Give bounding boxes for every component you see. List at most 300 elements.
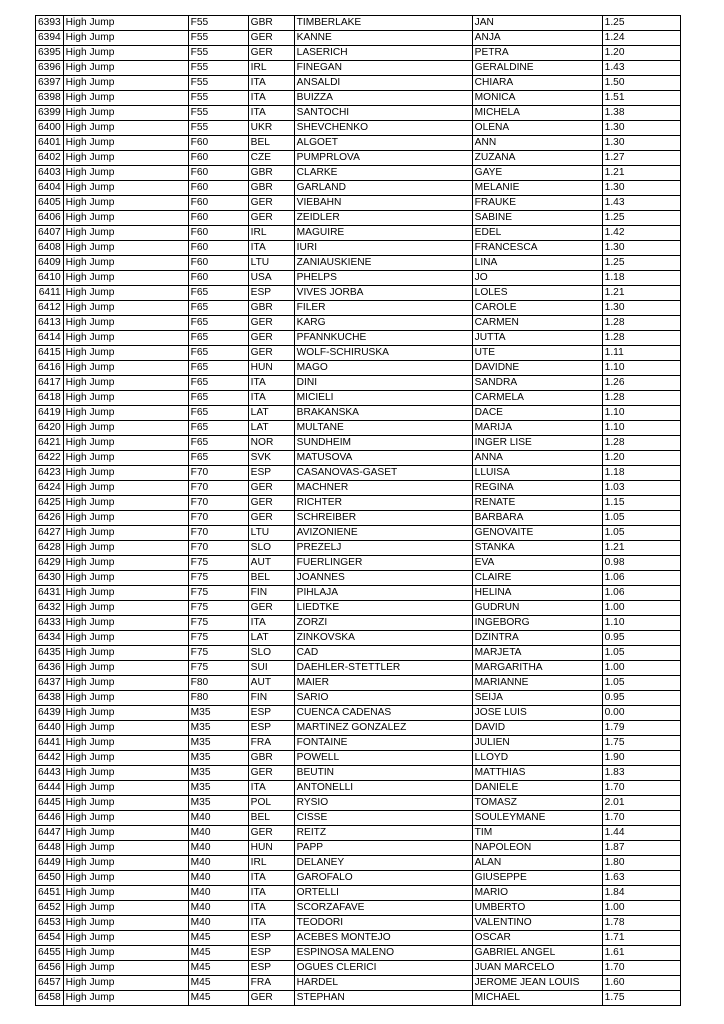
table-row	[36, 886, 681, 901]
table-row	[36, 736, 681, 751]
first-name-cell: JO	[472, 271, 602, 286]
first-name-cell: MARIJA	[472, 421, 602, 436]
age-category-cell: M40	[188, 841, 248, 856]
age-category-cell: F75	[188, 631, 248, 646]
first-name-cell: ZUZANA	[472, 151, 602, 166]
entry-number-cell: 6404	[36, 181, 64, 196]
event-cell: High Jump	[63, 526, 188, 541]
first-name-cell: MARGARITHA	[472, 661, 602, 676]
entry-number-cell: 6452	[36, 901, 64, 916]
event-cell: High Jump	[63, 151, 188, 166]
table-row	[36, 991, 681, 1006]
table-row	[36, 661, 681, 676]
table-row	[36, 451, 681, 466]
surname-cell: PAPP	[294, 841, 472, 856]
country-cell: GBR	[248, 166, 294, 181]
first-name-cell: ALAN	[472, 856, 602, 871]
age-category-cell: F70	[188, 466, 248, 481]
entry-number-cell: 6402	[36, 151, 64, 166]
results-table	[35, 15, 681, 1006]
surname-cell: PFANNKUCHE	[294, 331, 472, 346]
first-name-cell: INGEBORG	[472, 616, 602, 631]
entry-number-cell: 6405	[36, 196, 64, 211]
table-row	[36, 961, 681, 976]
country-cell: ESP	[248, 961, 294, 976]
mark-cell: 1.25	[602, 211, 680, 226]
mark-cell: 1.70	[602, 811, 680, 826]
results-table-body	[36, 16, 681, 1006]
country-cell: ITA	[248, 91, 294, 106]
age-category-cell: F80	[188, 676, 248, 691]
surname-cell: MULTANE	[294, 421, 472, 436]
entry-number-cell: 6436	[36, 661, 64, 676]
entry-number-cell: 6423	[36, 466, 64, 481]
age-category-cell: F65	[188, 346, 248, 361]
table-row	[36, 616, 681, 631]
mark-cell: 1.30	[602, 301, 680, 316]
age-category-cell: F60	[188, 166, 248, 181]
entry-number-cell: 6442	[36, 751, 64, 766]
entry-number-cell: 6441	[36, 736, 64, 751]
country-cell: ITA	[248, 616, 294, 631]
age-category-cell: F55	[188, 91, 248, 106]
country-cell: SLO	[248, 646, 294, 661]
first-name-cell: STANKA	[472, 541, 602, 556]
entry-number-cell: 6450	[36, 871, 64, 886]
country-cell: SUI	[248, 661, 294, 676]
first-name-cell: GABRIEL ANGEL	[472, 946, 602, 961]
age-category-cell: F55	[188, 121, 248, 136]
event-cell: High Jump	[63, 691, 188, 706]
country-cell: LTU	[248, 256, 294, 271]
surname-cell: ACEBES MONTEJO	[294, 931, 472, 946]
country-cell: POL	[248, 796, 294, 811]
surname-cell: PIHLAJA	[294, 586, 472, 601]
entry-number-cell: 6455	[36, 946, 64, 961]
mark-cell: 1.21	[602, 166, 680, 181]
first-name-cell: INGER LISE	[472, 436, 602, 451]
country-cell: ITA	[248, 901, 294, 916]
age-category-cell: F75	[188, 571, 248, 586]
entry-number-cell: 6400	[36, 121, 64, 136]
first-name-cell: GENOVAITE	[472, 526, 602, 541]
first-name-cell: OSCAR	[472, 931, 602, 946]
table-row	[36, 271, 681, 286]
surname-cell: SARIO	[294, 691, 472, 706]
age-category-cell: F55	[188, 106, 248, 121]
table-row	[36, 691, 681, 706]
table-row	[36, 46, 681, 61]
mark-cell: 1.00	[602, 661, 680, 676]
age-category-cell: F55	[188, 46, 248, 61]
mark-cell: 1.25	[602, 16, 680, 31]
first-name-cell: HELINA	[472, 586, 602, 601]
event-cell: High Jump	[63, 616, 188, 631]
surname-cell: ZINKOVSKA	[294, 631, 472, 646]
mark-cell: 1.30	[602, 241, 680, 256]
age-category-cell: F65	[188, 286, 248, 301]
first-name-cell: JULIEN	[472, 736, 602, 751]
entry-number-cell: 6418	[36, 391, 64, 406]
age-category-cell: M35	[188, 751, 248, 766]
first-name-cell: CLAIRE	[472, 571, 602, 586]
age-category-cell: F60	[188, 196, 248, 211]
first-name-cell: TIM	[472, 826, 602, 841]
event-cell: High Jump	[63, 241, 188, 256]
event-cell: High Jump	[63, 901, 188, 916]
country-cell: ESP	[248, 706, 294, 721]
table-row	[36, 301, 681, 316]
mark-cell: 1.00	[602, 601, 680, 616]
table-row	[36, 226, 681, 241]
mark-cell: 1.70	[602, 781, 680, 796]
age-category-cell: F60	[188, 136, 248, 151]
age-category-cell: M45	[188, 961, 248, 976]
table-row	[36, 571, 681, 586]
entry-number-cell: 6394	[36, 31, 64, 46]
country-cell: ITA	[248, 106, 294, 121]
first-name-cell: GUDRUN	[472, 601, 602, 616]
event-cell: High Jump	[63, 91, 188, 106]
country-cell: ESP	[248, 721, 294, 736]
event-cell: High Jump	[63, 676, 188, 691]
entry-number-cell: 6417	[36, 376, 64, 391]
event-cell: High Jump	[63, 106, 188, 121]
table-row	[36, 706, 681, 721]
mark-cell: 1.28	[602, 316, 680, 331]
first-name-cell: RENATE	[472, 496, 602, 511]
age-category-cell: F55	[188, 61, 248, 76]
first-name-cell: MELANIE	[472, 181, 602, 196]
entry-number-cell: 6419	[36, 406, 64, 421]
mark-cell: 1.90	[602, 751, 680, 766]
country-cell: AUT	[248, 556, 294, 571]
country-cell: ITA	[248, 916, 294, 931]
surname-cell: JOANNES	[294, 571, 472, 586]
table-row	[36, 946, 681, 961]
age-category-cell: M40	[188, 811, 248, 826]
entry-number-cell: 6430	[36, 571, 64, 586]
entry-number-cell: 6401	[36, 136, 64, 151]
age-category-cell: M35	[188, 706, 248, 721]
surname-cell: LASERICH	[294, 46, 472, 61]
surname-cell: PUMPRLOVA	[294, 151, 472, 166]
country-cell: ESP	[248, 466, 294, 481]
mark-cell: 1.10	[602, 361, 680, 376]
age-category-cell: F65	[188, 436, 248, 451]
table-row	[36, 436, 681, 451]
first-name-cell: JUTTA	[472, 331, 602, 346]
country-cell: SLO	[248, 541, 294, 556]
surname-cell: POWELL	[294, 751, 472, 766]
entry-number-cell: 6409	[36, 256, 64, 271]
event-cell: High Jump	[63, 826, 188, 841]
first-name-cell: JOSE LUIS	[472, 706, 602, 721]
first-name-cell: GERALDINE	[472, 61, 602, 76]
first-name-cell: GIUSEPPE	[472, 871, 602, 886]
table-row	[36, 106, 681, 121]
surname-cell: ZANIAUSKIENE	[294, 256, 472, 271]
event-cell: High Jump	[63, 391, 188, 406]
age-category-cell: F75	[188, 661, 248, 676]
first-name-cell: FRANCESCA	[472, 241, 602, 256]
first-name-cell: UTE	[472, 346, 602, 361]
surname-cell: ZEIDLER	[294, 211, 472, 226]
entry-number-cell: 6449	[36, 856, 64, 871]
age-category-cell: F60	[188, 226, 248, 241]
mark-cell: 1.18	[602, 271, 680, 286]
country-cell: GER	[248, 481, 294, 496]
country-cell: GER	[248, 826, 294, 841]
first-name-cell: DAVIDNE	[472, 361, 602, 376]
event-cell: High Jump	[63, 331, 188, 346]
table-row	[36, 406, 681, 421]
first-name-cell: JUAN MARCELO	[472, 961, 602, 976]
age-category-cell: F70	[188, 511, 248, 526]
surname-cell: REITZ	[294, 826, 472, 841]
country-cell: GER	[248, 316, 294, 331]
entry-number-cell: 6426	[36, 511, 64, 526]
mark-cell: 1.20	[602, 451, 680, 466]
table-row	[36, 751, 681, 766]
mark-cell: 1.11	[602, 346, 680, 361]
table-row	[36, 151, 681, 166]
first-name-cell: LINA	[472, 256, 602, 271]
country-cell: GBR	[248, 301, 294, 316]
table-row	[36, 526, 681, 541]
entry-number-cell: 6440	[36, 721, 64, 736]
country-cell: BEL	[248, 136, 294, 151]
age-category-cell: F80	[188, 691, 248, 706]
country-cell: GBR	[248, 751, 294, 766]
country-cell: ITA	[248, 376, 294, 391]
first-name-cell: BARBARA	[472, 511, 602, 526]
surname-cell: HARDEL	[294, 976, 472, 991]
event-cell: High Jump	[63, 271, 188, 286]
event-cell: High Jump	[63, 706, 188, 721]
surname-cell: BUIZZA	[294, 91, 472, 106]
entry-number-cell: 6428	[36, 541, 64, 556]
surname-cell: MAGO	[294, 361, 472, 376]
event-cell: High Jump	[63, 496, 188, 511]
event-cell: High Jump	[63, 571, 188, 586]
entry-number-cell: 6421	[36, 436, 64, 451]
first-name-cell: GAYE	[472, 166, 602, 181]
age-category-cell: M35	[188, 736, 248, 751]
first-name-cell: LLOYD	[472, 751, 602, 766]
mark-cell: 1.80	[602, 856, 680, 871]
entry-number-cell: 6458	[36, 991, 64, 1006]
entry-number-cell: 6432	[36, 601, 64, 616]
first-name-cell: MARIO	[472, 886, 602, 901]
age-category-cell: M35	[188, 796, 248, 811]
surname-cell: CASANOVAS-GASET	[294, 466, 472, 481]
country-cell: HUN	[248, 841, 294, 856]
table-row	[36, 511, 681, 526]
mark-cell: 1.75	[602, 736, 680, 751]
surname-cell: KARG	[294, 316, 472, 331]
age-category-cell: F65	[188, 316, 248, 331]
surname-cell: PHELPS	[294, 271, 472, 286]
country-cell: IRL	[248, 226, 294, 241]
country-cell: UKR	[248, 121, 294, 136]
mark-cell: 0.98	[602, 556, 680, 571]
age-category-cell: F55	[188, 31, 248, 46]
event-cell: High Jump	[63, 361, 188, 376]
entry-number-cell: 6435	[36, 646, 64, 661]
event-cell: High Jump	[63, 451, 188, 466]
first-name-cell: MONICA	[472, 91, 602, 106]
country-cell: FIN	[248, 691, 294, 706]
country-cell: ITA	[248, 76, 294, 91]
table-row	[36, 136, 681, 151]
surname-cell: AVIZONIENE	[294, 526, 472, 541]
first-name-cell: DACE	[472, 406, 602, 421]
entry-number-cell: 6437	[36, 676, 64, 691]
country-cell: GBR	[248, 181, 294, 196]
first-name-cell: UMBERTO	[472, 901, 602, 916]
table-row	[36, 586, 681, 601]
event-cell: High Jump	[63, 466, 188, 481]
age-category-cell: M35	[188, 781, 248, 796]
age-category-cell: F65	[188, 301, 248, 316]
country-cell: BEL	[248, 811, 294, 826]
age-category-cell: F65	[188, 376, 248, 391]
country-cell: FRA	[248, 976, 294, 991]
table-row	[36, 901, 681, 916]
table-row	[36, 391, 681, 406]
table-row	[36, 376, 681, 391]
entry-number-cell: 6434	[36, 631, 64, 646]
first-name-cell: CARMELA	[472, 391, 602, 406]
country-cell: ITA	[248, 781, 294, 796]
table-row	[36, 421, 681, 436]
country-cell: ESP	[248, 286, 294, 301]
mark-cell: 1.20	[602, 46, 680, 61]
surname-cell: ANTONELLI	[294, 781, 472, 796]
country-cell: ITA	[248, 886, 294, 901]
mark-cell: 1.28	[602, 436, 680, 451]
surname-cell: ZORZI	[294, 616, 472, 631]
table-row	[36, 346, 681, 361]
surname-cell: ANSALDI	[294, 76, 472, 91]
first-name-cell: MICHAEL	[472, 991, 602, 1006]
first-name-cell: CARMEN	[472, 316, 602, 331]
first-name-cell: CHIARA	[472, 76, 602, 91]
event-cell: High Jump	[63, 781, 188, 796]
entry-number-cell: 6415	[36, 346, 64, 361]
country-cell: USA	[248, 271, 294, 286]
mark-cell: 1.42	[602, 226, 680, 241]
mark-cell: 1.27	[602, 151, 680, 166]
country-cell: IRL	[248, 856, 294, 871]
first-name-cell: MICHELA	[472, 106, 602, 121]
event-cell: High Jump	[63, 346, 188, 361]
entry-number-cell: 6424	[36, 481, 64, 496]
entry-number-cell: 6439	[36, 706, 64, 721]
entry-number-cell: 6408	[36, 241, 64, 256]
event-cell: High Jump	[63, 256, 188, 271]
age-category-cell: F70	[188, 496, 248, 511]
age-category-cell: F75	[188, 646, 248, 661]
event-cell: High Jump	[63, 856, 188, 871]
table-row	[36, 811, 681, 826]
mark-cell: 0.95	[602, 631, 680, 646]
event-cell: High Jump	[63, 946, 188, 961]
first-name-cell: MATTHIAS	[472, 766, 602, 781]
event-cell: High Jump	[63, 406, 188, 421]
age-category-cell: M35	[188, 721, 248, 736]
entry-number-cell: 6429	[36, 556, 64, 571]
event-cell: High Jump	[63, 556, 188, 571]
entry-number-cell: 6448	[36, 841, 64, 856]
surname-cell: KANNE	[294, 31, 472, 46]
event-cell: High Jump	[63, 301, 188, 316]
table-row	[36, 796, 681, 811]
table-row	[36, 466, 681, 481]
table-row	[36, 76, 681, 91]
first-name-cell: DAVID	[472, 721, 602, 736]
mark-cell: 1.10	[602, 421, 680, 436]
country-cell: ITA	[248, 871, 294, 886]
entry-number-cell: 6425	[36, 496, 64, 511]
surname-cell: GARLAND	[294, 181, 472, 196]
age-category-cell: F70	[188, 541, 248, 556]
event-cell: High Jump	[63, 316, 188, 331]
surname-cell: DINI	[294, 376, 472, 391]
surname-cell: SUNDHEIM	[294, 436, 472, 451]
surname-cell: STEPHAN	[294, 991, 472, 1006]
surname-cell: MAGUIRE	[294, 226, 472, 241]
mark-cell: 1.51	[602, 91, 680, 106]
event-cell: High Jump	[63, 376, 188, 391]
table-row	[36, 856, 681, 871]
table-row	[36, 646, 681, 661]
country-cell: NOR	[248, 436, 294, 451]
entry-number-cell: 6406	[36, 211, 64, 226]
surname-cell: VIEBAHN	[294, 196, 472, 211]
country-cell: HUN	[248, 361, 294, 376]
country-cell: GER	[248, 496, 294, 511]
table-row	[36, 931, 681, 946]
first-name-cell: FRAUKE	[472, 196, 602, 211]
mark-cell: 1.26	[602, 376, 680, 391]
mark-cell: 1.63	[602, 871, 680, 886]
event-cell: High Jump	[63, 46, 188, 61]
country-cell: ESP	[248, 946, 294, 961]
event-cell: High Jump	[63, 136, 188, 151]
event-cell: High Jump	[63, 31, 188, 46]
event-cell: High Jump	[63, 181, 188, 196]
first-name-cell: NAPOLEON	[472, 841, 602, 856]
entry-number-cell: 6456	[36, 961, 64, 976]
mark-cell: 1.30	[602, 121, 680, 136]
mark-cell: 1.00	[602, 901, 680, 916]
surname-cell: DAEHLER-STETTLER	[294, 661, 472, 676]
age-category-cell: F65	[188, 406, 248, 421]
surname-cell: DELANEY	[294, 856, 472, 871]
age-category-cell: F70	[188, 526, 248, 541]
table-row	[36, 286, 681, 301]
table-row	[36, 766, 681, 781]
table-row	[36, 166, 681, 181]
mark-cell: 1.06	[602, 571, 680, 586]
event-cell: High Jump	[63, 751, 188, 766]
country-cell: FIN	[248, 586, 294, 601]
country-cell: GER	[248, 196, 294, 211]
surname-cell: SANTOCHI	[294, 106, 472, 121]
table-row	[36, 91, 681, 106]
